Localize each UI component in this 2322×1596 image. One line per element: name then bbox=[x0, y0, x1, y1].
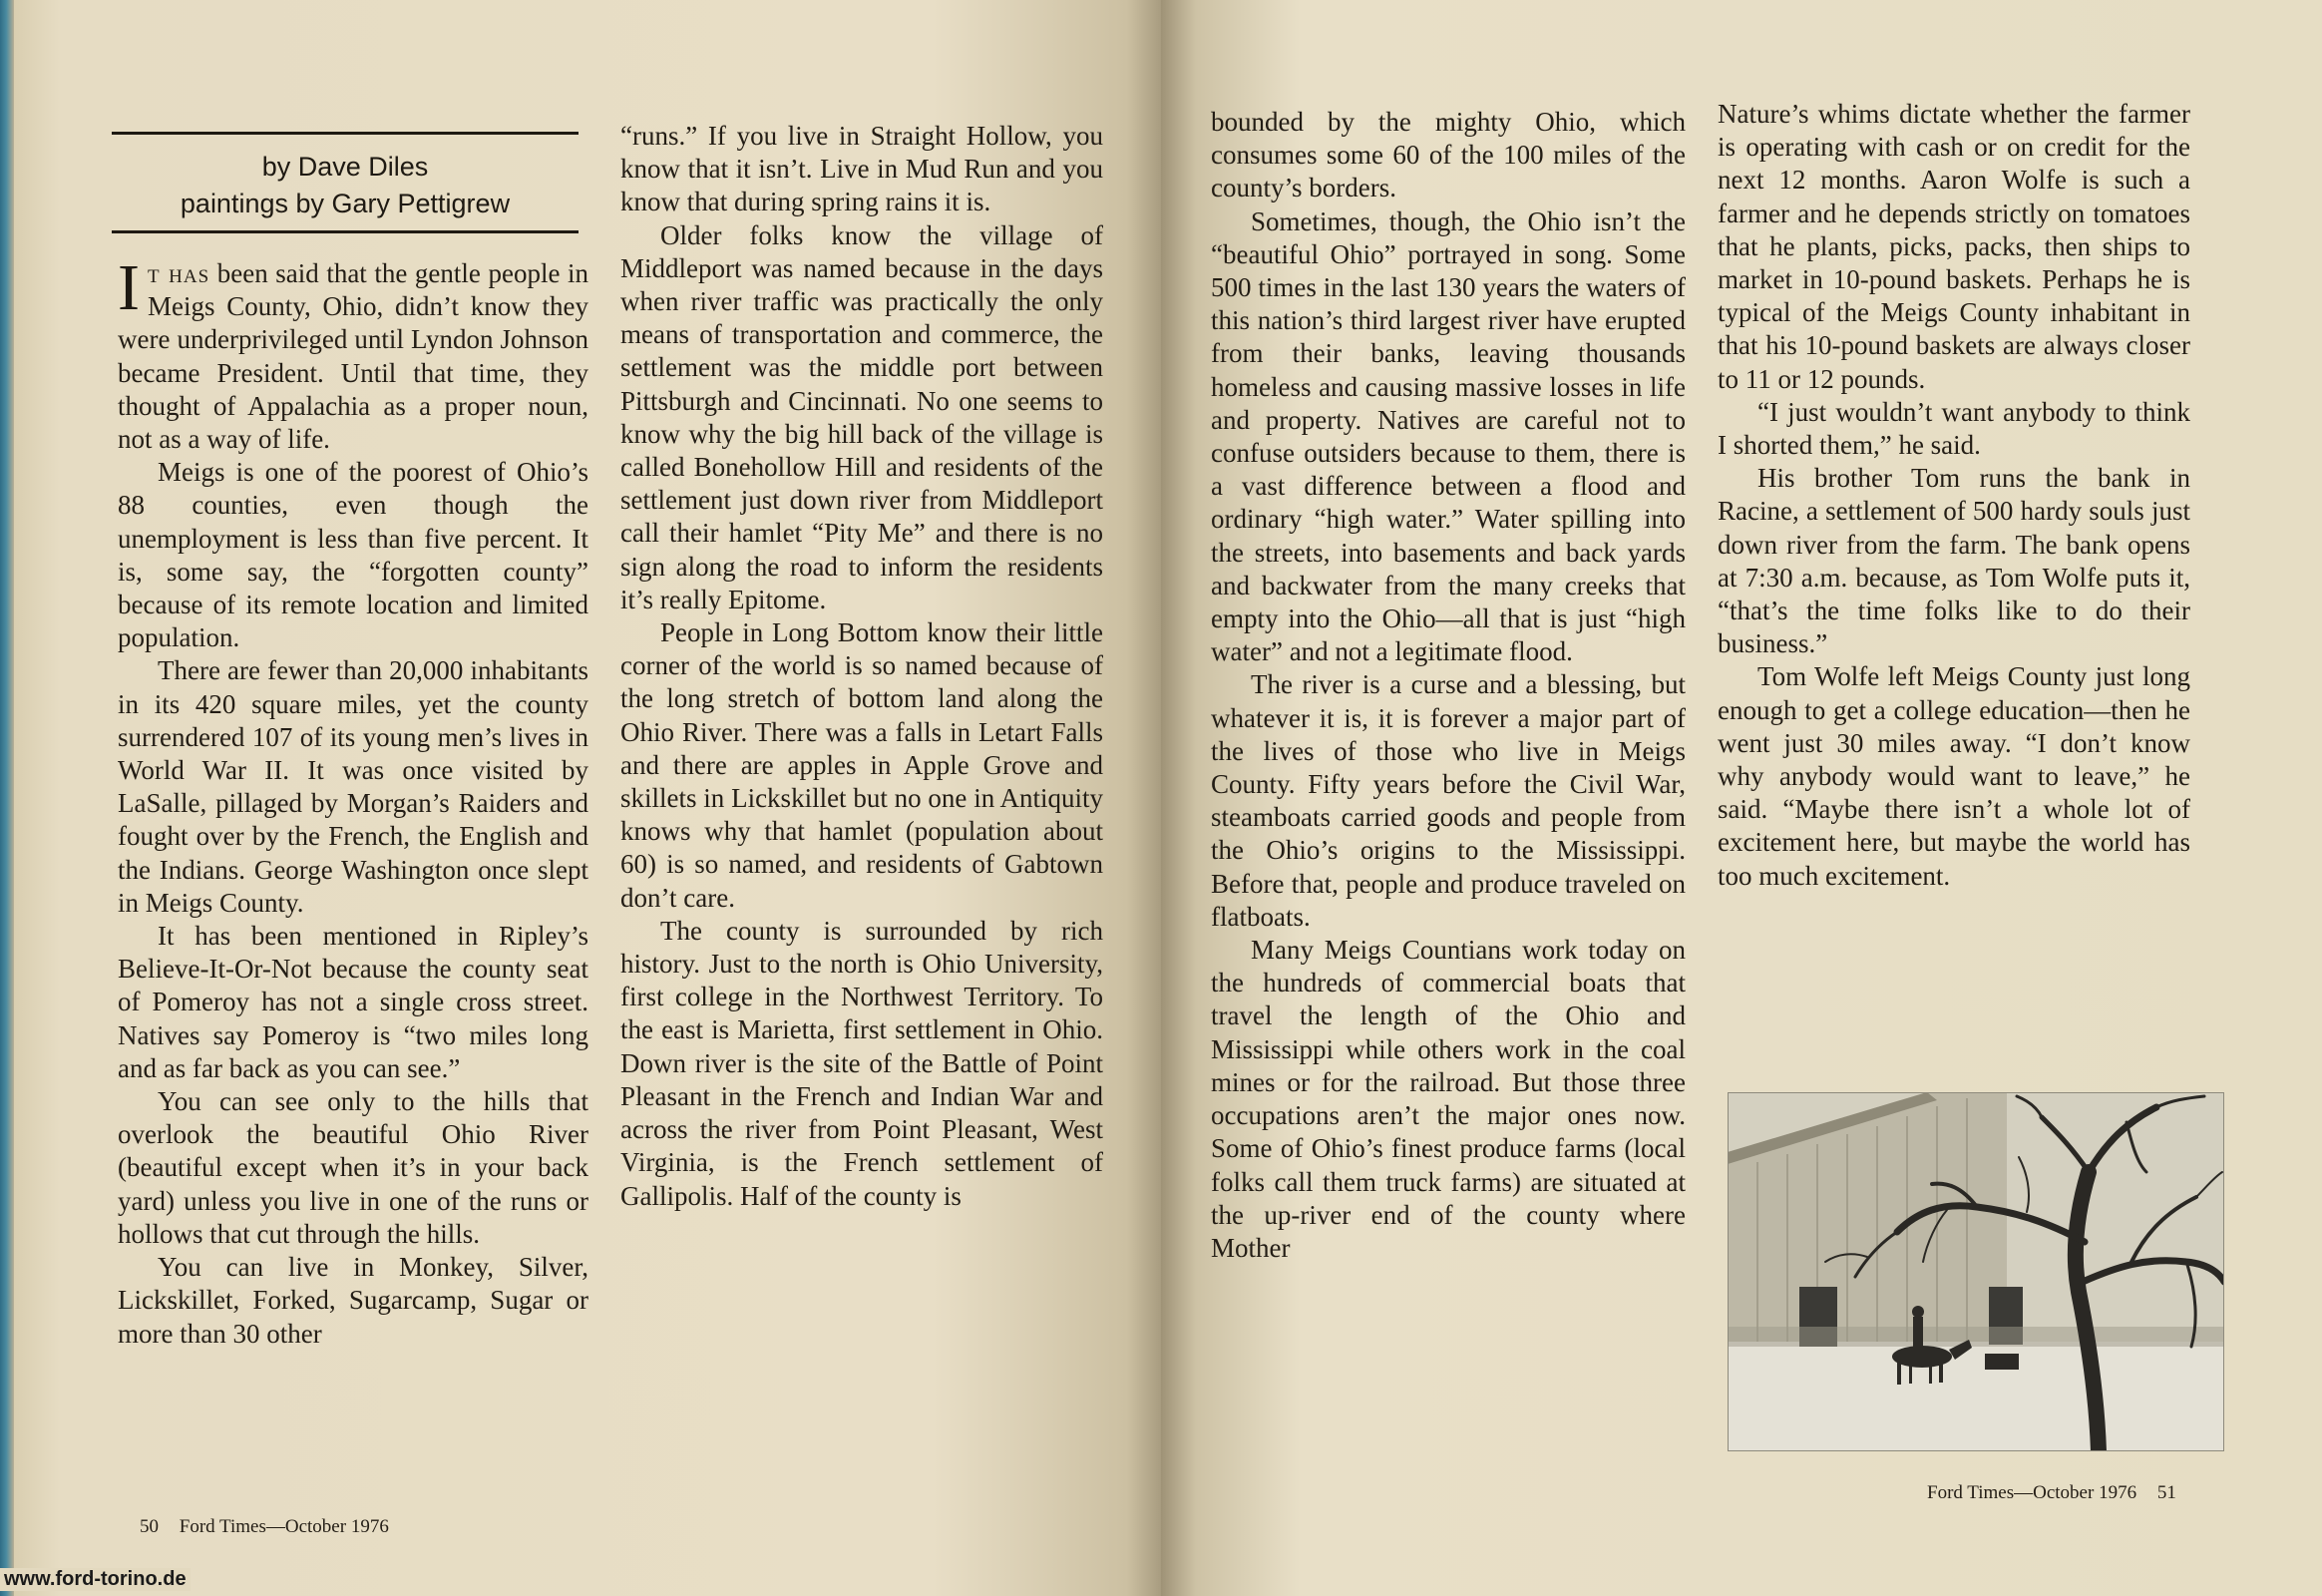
illustrator-credit: paintings by Gary Pettigrew bbox=[180, 189, 511, 218]
paragraph: The county is surrounded by rich history. Just to the north is Ohio University, first college in the Northwest Territory. To the east is Marietta, first settlement in Ohio. Down river is the site of the Battle of Point Pleasant in the French and Indian War and across the river from Point Pleasant, West Virginia, is the French settlement of Gallipolis. Half of the county is bbox=[620, 915, 1103, 1211]
lead-paragraph bbox=[118, 251, 588, 456]
barn-painting bbox=[1728, 1092, 2224, 1451]
lead-text: been said that the gentle people in Meigs County, Ohio, didn’t know they were underprivileged until Lyndon Johnson became President. Until that time, they thought of Appalachia as a proper noun, not as a way of life. bbox=[118, 258, 588, 455]
paragraph: Older folks know the village of Middleport was named because in the days when river traffic was practically the only means of transportation and commerce, the settlement was the middle port between Pittsburgh and Cincinnati. No one seems to know why the big hill back of the village is called Bonehollow Hill and residents of the settlement just down river from Middleport call their hamlet “Pity Me” and there is no sign along the road to inform the residents it’s really Epitome. bbox=[620, 219, 1103, 614]
paragraph: You can live in Monkey, Silver, Lickskillet, Forked, Sugarcamp, Sugar or more than 30 other bbox=[118, 1252, 588, 1349]
paragraph: There are fewer than 20,000 inhabitants in its 420 square miles, yet the county surrendered 107 of its young men’s lives in World War II. It was once visited by LaSalle, pillaged by Morgan’s Raiders and fought over by the French, the English and the Indians. George Washington once slept in Meigs County. bbox=[118, 655, 588, 918]
left-folio bbox=[140, 1516, 389, 1538]
watermark-text: www.ford-torino.de bbox=[0, 1568, 191, 1591]
paragraph: Nature’s whims dictate whether the farmer is operating with cash or on credit for the next 12 months. Aaron Wolfe is such a farmer and he depends strictly on tomatoes that he plants, picks, packs, then ships to market in 10-pound baskets. Perhaps he is typical of the Meigs County inhabitant in that his 10-pound baskets are always closer to 11 or 12 pounds. bbox=[1718, 99, 2190, 394]
column-1 bbox=[118, 251, 588, 1351]
paragraph: Meigs is one of the poorest of Ohio’s 88 counties, even though the unemployment is less than five percent. It is, some say, the “forgotten county” because of its remote location and limited population. bbox=[118, 457, 588, 653]
paragraph: Sometimes, though, the Ohio isn’t the “beautiful Ohio” portrayed in song. Some 500 times in the last 130 years the waters of this nation’s third largest river have erupted from their banks, leaving thousands homeless and causing massive losses in life and property. Natives are careful not to confuse outsiders because to them, there is a vast difference between a flood and ordinary “high water.” Water spilling into the streets, into basements and back yards and backwater from the many creeks that empty into the Ohio—all that is just “high water” and not a legitimate flood. bbox=[1211, 205, 1686, 667]
paragraph: Tom Wolfe left Meigs County just long enough to get a college education—then he went just 30 miles away. “I don’t know why anybody would want to leave,” he said. “Maybe there isn’t a whole lot of excitement here, but maybe the world has too much excitement. bbox=[1718, 661, 2190, 891]
paragraph: “runs.” If you live in Straight Hollow, you know that it isn’t. Live in Mud Run and you know that during spring rains it is. bbox=[620, 121, 1103, 217]
cover-edge bbox=[0, 0, 14, 1596]
paragraph: Many Meigs Countians work today on the hundreds of commercial boats that travel the length of the Ohio and Mississippi while others work in the coal mines or for the railroad. But those three occupations aren’t the major ones now. Some of Ohio’s finest produce farms (local folks call them truck farms) are situated at the up-river end of the county where Mother bbox=[1211, 935, 1686, 1263]
publication-left: Ford Times—October 1976 bbox=[179, 1516, 389, 1537]
column-4 bbox=[1718, 98, 2190, 893]
lead-smallcaps: t has bbox=[147, 258, 210, 288]
paragraph: You can see only to the hills that overlook the beautiful Ohio River (beautiful except when it’s in your back yard) unless you live in one of the runs or hollows that cut through the hills. bbox=[118, 1086, 588, 1249]
column-2 bbox=[620, 120, 1103, 1213]
publication-right: Ford Times—October 1976 bbox=[1927, 1482, 2137, 1503]
painting-image bbox=[1728, 1092, 2224, 1451]
drop-cap: I bbox=[118, 251, 140, 324]
column-3 bbox=[1211, 106, 1686, 1265]
paragraph: “I just wouldn’t want anybody to think I shorted them,” he said. bbox=[1718, 396, 2190, 461]
page-number-left: 50 bbox=[140, 1516, 159, 1537]
right-folio bbox=[1927, 1482, 2176, 1504]
paragraph: bounded by the mighty Ohio, which consumes some 60 of the 100 miles of the county’s borders. bbox=[1211, 107, 1686, 203]
paragraph: People in Long Bottom know their little corner of the world is so named because of the long stretch of bottom land along the Ohio River. There was a falls in Letart Falls and there are apples in Apple Grove and skillets in Lickskillet but no one in Antiquity knows why that hamlet (population about 60) is so named, and residents of Gabtown don’t care. bbox=[620, 617, 1103, 913]
author-credit: by Dave Diles bbox=[261, 152, 429, 182]
paragraph: His brother Tom runs the bank in Racine, a settlement of 500 hardy souls just down river from the farm. The bank opens at 7:30 a.m. because, as Tom Wolfe puts it, “that’s the time folks like to do their business.” bbox=[1718, 463, 2190, 659]
byline-box bbox=[112, 132, 579, 233]
paragraph: It has been mentioned in Ripley’s Believe-It-Or-Not because the county seat of Pomeroy has not a single cross street. Natives say Pomeroy is “two miles long and as far back as you can see.” bbox=[118, 921, 588, 1083]
paragraph: The river is a curse and a blessing, but whatever it is, it is forever a major part of the lives of those who live in Meigs County. Fifty years before the Civil War, steamboats carried goods and people from the Ohio’s origins to the Mississippi. Before that, people and produce traveled on flatboats. bbox=[1211, 669, 1686, 932]
page-number-right: 51 bbox=[2156, 1482, 2176, 1503]
